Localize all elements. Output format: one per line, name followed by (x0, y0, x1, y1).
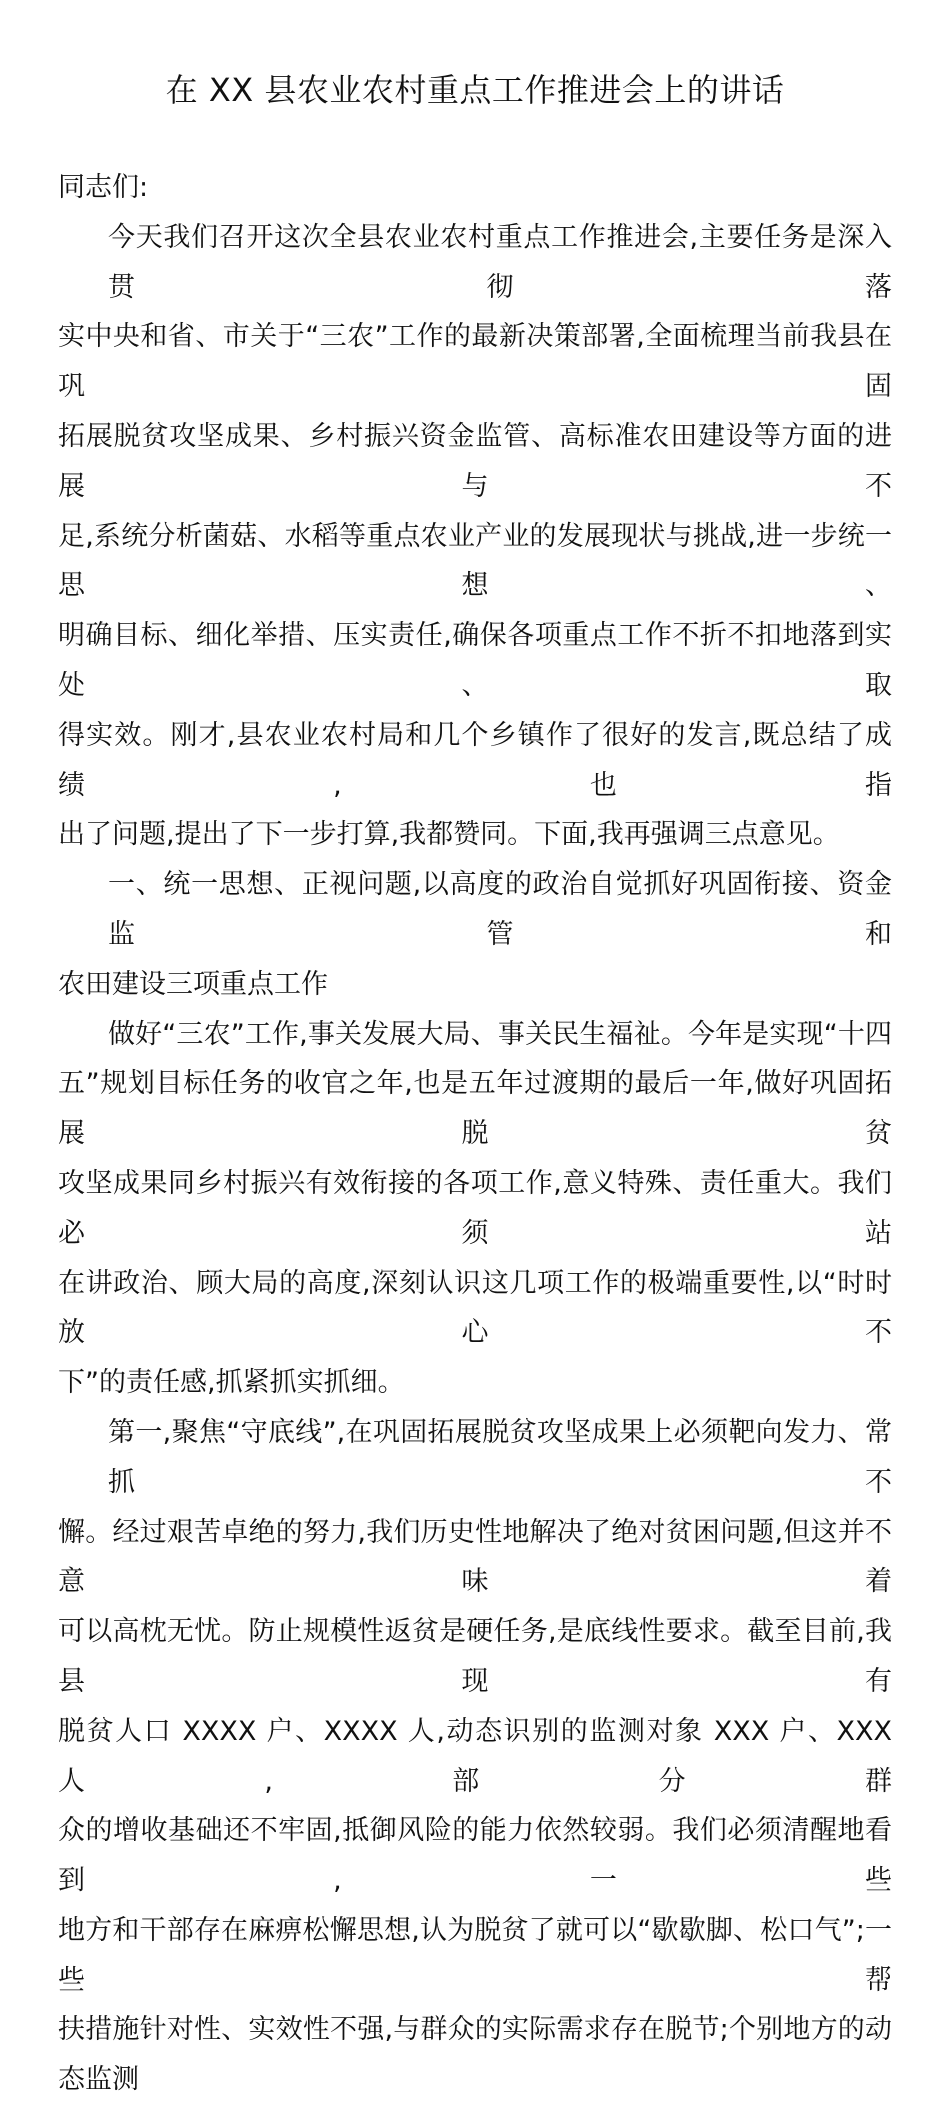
paragraph (58, 213, 892, 860)
text-line: 第一,聚焦“守底线”,在巩固拓展脱贫攻坚成果上必须靶向发力、常抓不 (108, 1416, 892, 1498)
salutation: 同志们: (58, 172, 149, 203)
text-line: 一、统一思想、正视问题,以高度的政治自觉抓好巩固衔接、资金监管和 (108, 869, 892, 950)
text-line: 在讲政治、顾大局的高度,深刻认识这几项工作的极端重要性,以“时时放心不 (58, 1267, 892, 1349)
text-line: 懈。经过艰苦卓绝的努力,我们历史性地解决了绝对贫困问题,但这并不意味着 (58, 1516, 892, 1598)
text-line: 众的增收基础还不牢固,抵御风险的能力依然较弱。我们必须清醒地看到,一些 (58, 1815, 892, 1897)
text-line: 做好“三农”工作,事关发展大局、事关民生福祉。今年是实现“十四 (108, 1018, 892, 1050)
document-body (58, 163, 892, 2105)
section-heading (58, 860, 892, 1009)
text-line: 五”规划目标任务的收官之年,也是五年过渡期的最后一年,做好巩固拓展脱贫 (58, 1068, 892, 1150)
text-line: 足,系统分析菌菇、水稻等重点农业产业的发展现状与挑战,进一步统一思想、 (58, 520, 892, 602)
text-line: 拓展脱贫攻坚成果、乡村振兴资金监管、高标准农田建设等方面的进展与不 (58, 420, 892, 502)
document-title: 在 XX 县农业农村重点工作推进会上的讲话 (165, 71, 785, 109)
text-line: 今天我们召开这次全县农业农村重点工作推进会,主要任务是深入贯彻落 (108, 221, 892, 303)
text-line: 可以高枕无忧。防止规模性返贫是硬任务,是底线性要求。截至目前,我县现有 (58, 1616, 892, 1697)
text-line: 得实效。刚才,县农业农村局和几个乡镇作了很好的发言,既总结了成绩,也指 (58, 719, 892, 801)
paragraphs (58, 213, 892, 2105)
text-line: 农田建设三项重点工作 (58, 968, 328, 1000)
paragraph (58, 1408, 892, 2105)
text-line: 明确目标、细化举措、压实责任,确保各项重点工作不折不扣地落到实处、取 (58, 620, 892, 701)
text-line: 下”的责任感,抓紧抓实抓细。 (58, 1367, 405, 1399)
text-line: 脱贫人口 XXXX 户、XXXX 人,动态识别的监测对象 XXX 户、XXX 人,部分群 (58, 1715, 892, 1797)
paragraph (58, 1010, 892, 1408)
text-line: 攻坚成果同乡村振兴有效衔接的各项工作,意义特殊、责任重大。我们必须站 (58, 1167, 892, 1249)
text-line: 实中央和省、市关于“三农”工作的最新决策部署,全面梳理当前我县在巩固 (58, 321, 892, 403)
text-line: 地方和干部存在麻痹松懈思想,认为脱贫了就可以“歇歇脚、松口气”;一些帮 (58, 1914, 892, 1996)
text-line: 扶措施针对性、实效性不强,与群众的实际需求存在脱节;个别地方的动态监测 (58, 2014, 892, 2096)
text-line: 出了问题,提出了下一步打算,我都赞同。下面,我再强调三点意见。 (58, 819, 840, 851)
